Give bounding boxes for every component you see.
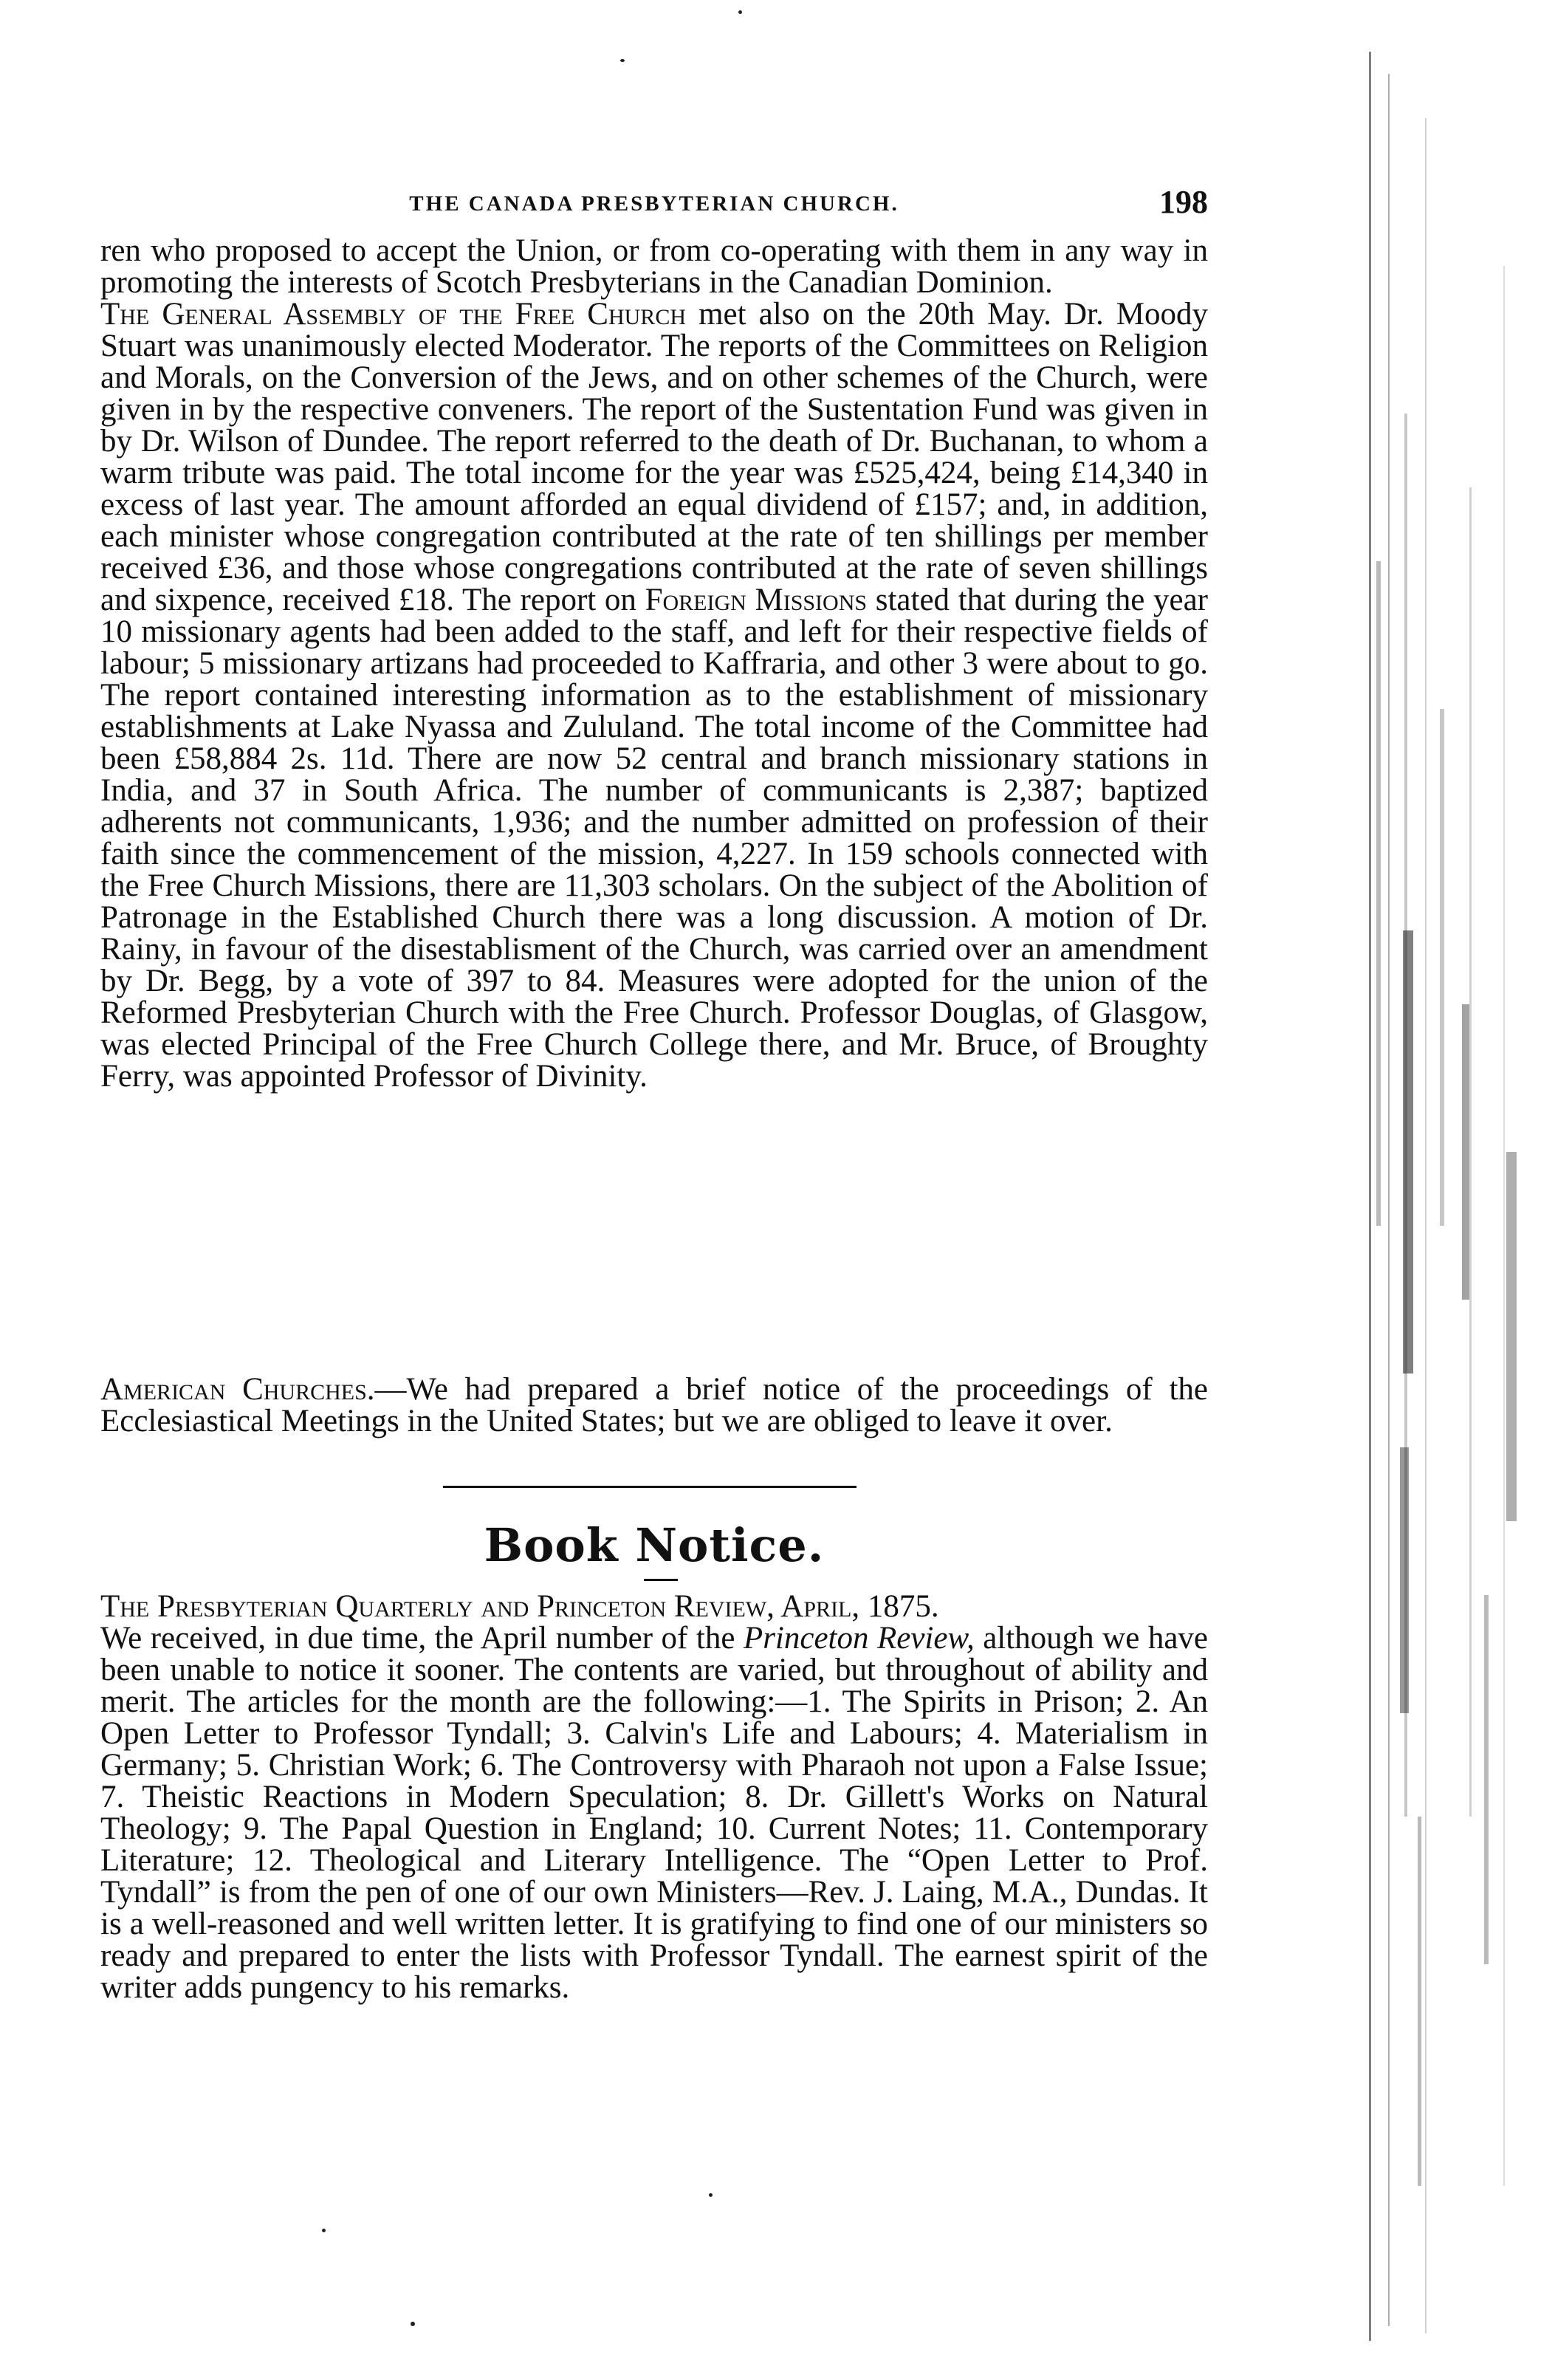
foreign-missions-label: Foreign Missions <box>645 583 868 617</box>
book-notice-heading: Book Notice. <box>484 1518 825 1572</box>
page-header <box>100 182 1208 223</box>
american-churches-block <box>100 1374 1208 1437</box>
scan-noise-graphic <box>1359 44 1555 2376</box>
book-notice-paragraph <box>100 1622 1208 2003</box>
scan-speck <box>620 59 625 62</box>
scan-speck <box>738 10 742 14</box>
scan-speck <box>411 2322 415 2326</box>
princeton-review-italic: Princeton Review, <box>743 1621 975 1656</box>
heading-underline-rule <box>644 1579 678 1581</box>
american-churches-paragraph <box>100 1374 1208 1437</box>
book-notice-block <box>100 1591 1208 2003</box>
free-church-text: met also on the 20th May. Dr. Moody Stuart was unanimously elected Moderator. The reports of the Committees on Religion and Morals, on the Conversion of the Jews, and on other schemes of the Church, were given in by the respective conveners. The report of the Sustentation Fund was given in by Dr. Wilson of Dundee. The report referred to the death of Dr. Buchanan, to whom a warm tribute was paid. The total income for the year was £525,424, being £14,340 in excess of last year. The amount afforded an equal dividend of £157; and, in addition, each minister whose congregation contributed at the rate of ten shillings per member received £36, and those whose congregations contributed at the rate of seven shillings and sixpence, received £18. The report on <box>100 297 1208 617</box>
free-church-paragraph <box>100 298 1208 1092</box>
section-divider-rule <box>443 1486 857 1488</box>
continuation-paragraph: ren who proposed to accept the Union, or from co-operating with them in any way in promoting the interests of Scotch Presbyterians in the Canadian Dominion. <box>100 233 1208 300</box>
page-number: 198 <box>1159 184 1208 220</box>
american-churches-text: —We had prepared a brief notice of the proceedings of the Ecclesiastical Meetings in the United States; but we are obliged to leave it over. <box>100 1372 1208 1438</box>
body-text-top <box>100 235 1208 1092</box>
book-notice-text-b: although we have been unable to notice it sooner. The contents are varied, but throughout of ability and merit. The articles for the month are the following:—1. The Spirits in Prison; 2. An Open Letter to Professor Tyndall; 3. Calvin's Life and Labours; 4. Materialism in Germany; 5. Christian Work; 6. The Controversy with Pharaoh not upon a False Issue; 7. Theistic Reactions in Modern Speculation; 8. Dr. Gillett's Works on Natural Theology; 9. The Papal Question in England; 10. Current Notes; 11. Contemporary Literature; 12. Theological and Literary Intelligence. The “Open Letter to Prof. Tyndall” is from the pen of one of our own Ministers—Rev. J. Laing, M.A., Dundas. It is a well-reasoned and well written letter. It is gratifying to find one of our ministers so ready and prepared to enter the lists with Professor Tyndall. The earnest spirit of the writer adds pungency to his remarks. <box>100 1621 1208 2005</box>
free-church-text-2: stated that during the year 10 missionary agents had been added to the staff, and left for their respective fields of labour; 5 missionary artizans had proceeded to Kaffraria, and other 3 were about to go. The report contained interesting information as to the establishment of missionary establishments at Lake Nyassa and Zululand. The total income of the Committee had been £58,884 2s. 11d. There are now 52 central and branch missionary stations in India, and 37 in South Africa. The number of communicants is 2,387; baptized adherents not communicants, 1,936; and the number admitted on profession of their faith since the commencement of the mission, 4,227. In 159 schools connected with the Free Church Missions, there are 11,303 scholars. On the subject of the Abolition of Patronage in the Established Church there was a long discussion. A motion of Dr. Rainy, in favour of the disestablisment of the Church, was carried over an amendment by Dr. Begg, by a vote of 397 to 84. Measures were adopted for the union of the Reformed Presbyterian Church with the Free Church. Professor Douglas, of Glasgow, was elected Principal of the Free Church College there, and Mr. Bruce, of Broughty Ferry, was appointed Professor of Divinity. <box>100 583 1208 1094</box>
american-churches-lead: American Churches. <box>100 1372 375 1407</box>
running-title: THE CANADA PRESBYTERIAN CHURCH. <box>409 192 899 216</box>
book-notice-text-a: We received, in due time, the April number of the <box>100 1621 744 1656</box>
scan-speck <box>709 2193 713 2197</box>
scan-edge-artifact <box>1359 44 1555 2376</box>
free-church-lead: The General Assembly of the Free Church <box>100 297 686 332</box>
scan-speck <box>322 2229 326 2232</box>
review-title-line: The Presbyterian Quarterly and Princeton Review, April, 1875. <box>100 1589 939 1624</box>
